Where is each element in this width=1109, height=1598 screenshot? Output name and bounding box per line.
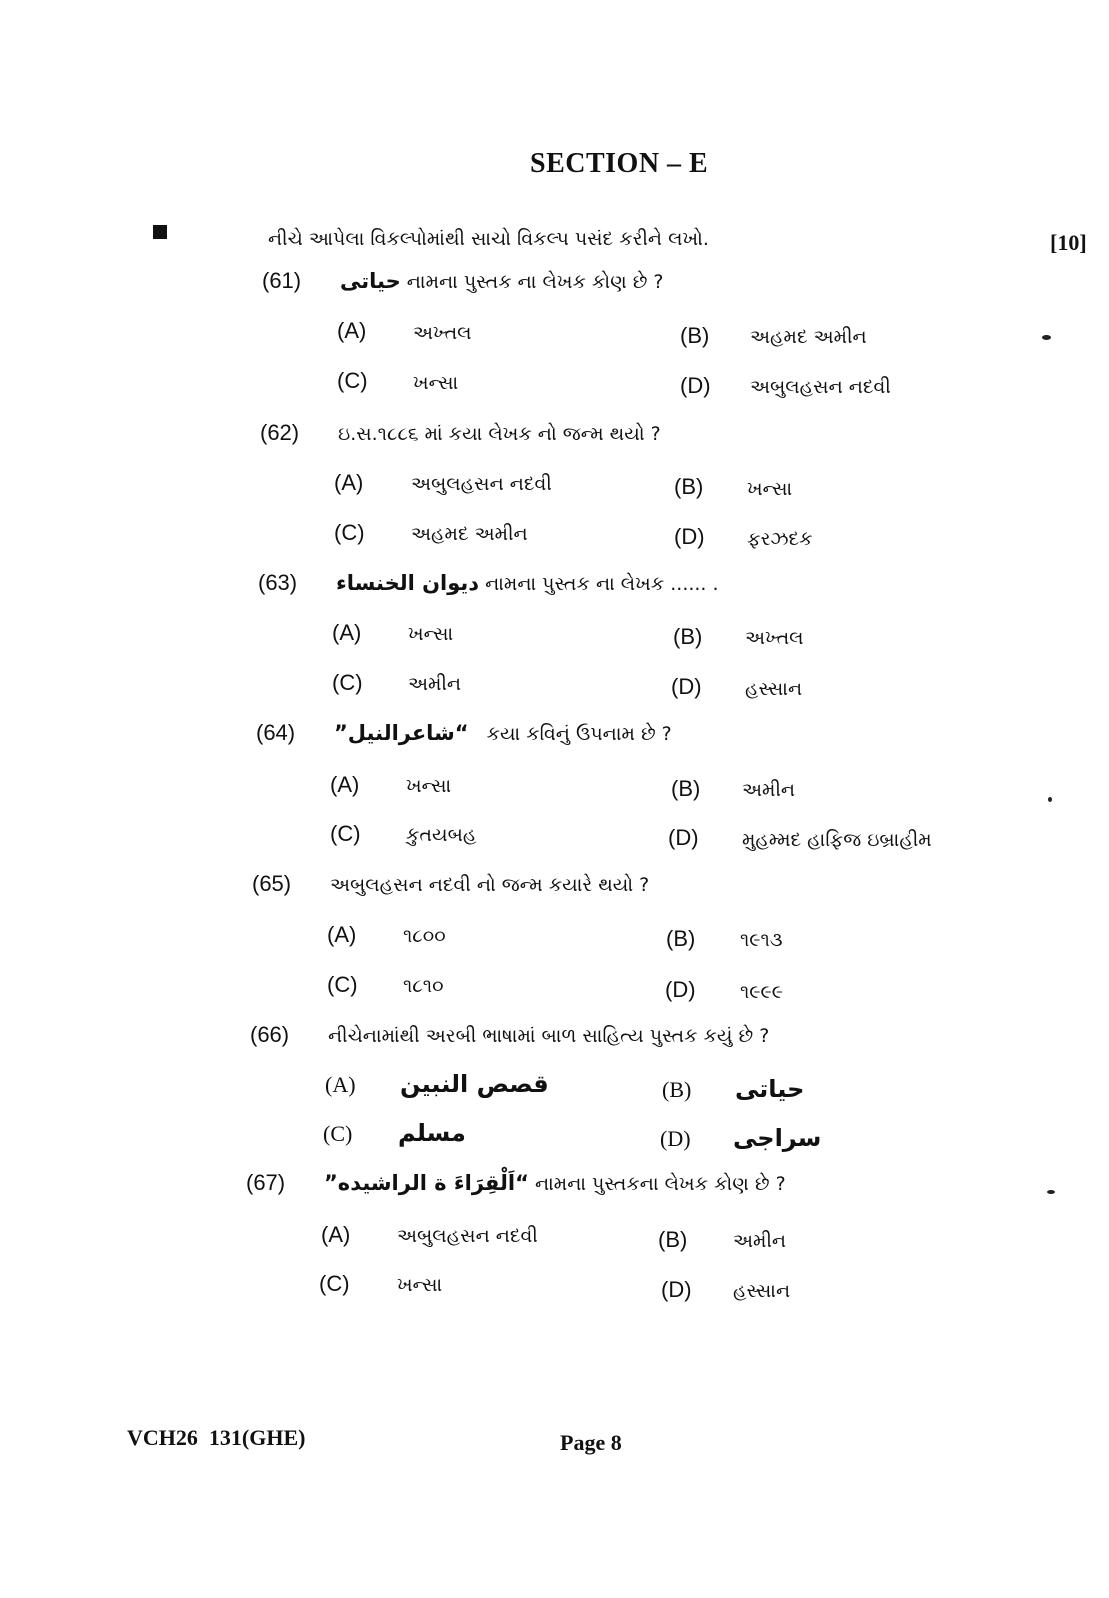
- footer-paper-code: VCH26 131(GHE): [127, 1425, 306, 1450]
- question-stem: અબુલહસન નદવી નો જન્મ કયારે થયો ?: [330, 874, 650, 896]
- arabic-title: حياتی: [340, 269, 401, 293]
- question-stem: કયા કવિનું ઉપનામ છે ?: [486, 723, 672, 745]
- question-stem: ઇ.સ.૧૮૮૬ માં કયા લેખક નો જન્મ થયો ?: [338, 423, 661, 445]
- question-text: [336, 571, 719, 595]
- option-label: (D): [668, 825, 699, 850]
- option-label: (D): [674, 524, 705, 549]
- option-label: (C): [319, 1271, 350, 1296]
- option-label: (D): [661, 1277, 692, 1302]
- option-text: કુતયબહ: [406, 824, 477, 846]
- option-text: મુહમ્મદ હાફિજ ઇબ્રાહીમ: [742, 829, 932, 851]
- option-text: હસ્સાન: [733, 1280, 791, 1302]
- arabic-title: “شاعرالنيل”: [334, 721, 469, 745]
- option-label: (D): [680, 373, 711, 398]
- question-row: [262, 268, 664, 294]
- question-text: [334, 721, 672, 745]
- option-label: (D): [660, 1126, 691, 1151]
- question-row: [252, 871, 649, 897]
- option-text: અખ્તલ: [745, 627, 804, 649]
- option-text: ફરઝદક: [747, 528, 813, 550]
- option-text: ખન્સા: [413, 372, 459, 394]
- option-text: અબુલહસન નદવી: [411, 473, 552, 495]
- question-text: [340, 269, 664, 293]
- option-label: (C): [334, 520, 365, 545]
- option-label: (C): [337, 368, 368, 393]
- option-label: (A): [332, 620, 362, 645]
- question-row: [250, 1022, 769, 1048]
- option-label: (C): [327, 972, 358, 997]
- option-label: (C): [330, 821, 361, 846]
- option-label: (D): [671, 674, 702, 699]
- option-text: ખન્સા: [408, 623, 454, 645]
- question-row: [256, 720, 672, 746]
- option-text: ૧૯૧૩: [740, 929, 783, 951]
- question-text: [324, 1171, 786, 1195]
- option-label: (B): [674, 474, 704, 499]
- option-text: અમીન: [408, 673, 462, 695]
- option-text: مسلم: [398, 1119, 466, 1147]
- option-label: (A): [327, 922, 357, 947]
- option-text: અહમદ અમીન: [750, 326, 867, 348]
- footer-page-number: Page 8: [560, 1430, 622, 1455]
- option-label: (B): [666, 926, 696, 951]
- scan-speck: [1047, 1190, 1055, 1194]
- option-text: અમીન: [742, 779, 796, 801]
- option-text: અખ્તલ: [413, 322, 472, 344]
- option-label: (A): [325, 1072, 356, 1097]
- instruction-text: નીચે આપેલા વિકલ્પોમાંથી સાચો વિકલ્પ પસંદ કરીને લખો.: [268, 228, 709, 250]
- arabic-title: “اَلْقِرَاءَ ة الراشيده”: [324, 1171, 529, 1195]
- question-stem: નામના પુસ્તક ના લેખક કોણ છે ?: [406, 271, 664, 293]
- option-label: (C): [323, 1121, 353, 1146]
- option-label: (C): [332, 670, 363, 695]
- question-number: (64): [256, 720, 296, 745]
- question-number: (65): [252, 871, 292, 896]
- option-text: ૧૯૯૯: [740, 981, 784, 1003]
- scan-speck: [1042, 335, 1051, 340]
- question-number: (66): [250, 1022, 290, 1047]
- option-text: سراجی: [733, 1124, 822, 1152]
- question-number: (63): [258, 570, 298, 595]
- option-text: ૧૮૧૦: [403, 975, 444, 997]
- option-label: (A): [334, 470, 364, 495]
- option-text: ખન્સા: [406, 775, 452, 797]
- option-label: (B): [673, 624, 703, 649]
- arabic-title: ديوان الخنساء: [336, 571, 480, 595]
- section-title: SECTION – E: [530, 148, 709, 179]
- option-text: قصص النبين: [400, 1070, 549, 1098]
- question-stem: નીચેનામાંથી અરબી ભાષામાં બાળ સાહિત્ય પુસ્તક કયું છે ?: [328, 1025, 770, 1047]
- option-text: અહમદ અમીન: [411, 523, 528, 545]
- option-label: (B): [662, 1077, 692, 1102]
- option-text: હસ્સાન: [745, 678, 803, 700]
- question-row: [258, 570, 719, 596]
- option-text: ખન્સા: [397, 1274, 443, 1296]
- option-label: (B): [671, 776, 701, 801]
- option-text: અમીન: [733, 1230, 787, 1252]
- option-text: અબુલહસન નદવી: [397, 1225, 538, 1247]
- option-label: (A): [330, 772, 360, 797]
- question-number: (61): [262, 268, 302, 293]
- marks-label: [10]: [1050, 230, 1087, 255]
- question-row: [246, 1170, 786, 1196]
- scan-speck: [1048, 797, 1052, 802]
- option-text: حياتی: [735, 1075, 805, 1103]
- question-stem: નામના પુસ્તકના લેખક કોણ છે ?: [534, 1173, 786, 1195]
- question-row: [260, 420, 661, 446]
- option-label: (B): [680, 323, 710, 348]
- bullet-square-icon: [153, 225, 167, 239]
- question-number: (62): [260, 420, 300, 445]
- question-number: (67): [246, 1170, 286, 1195]
- option-label: (D): [665, 977, 696, 1002]
- option-text: ૧૮૦૦: [403, 925, 446, 947]
- option-label: (B): [658, 1227, 688, 1252]
- option-text: અબુલહસન નદવી: [750, 376, 891, 398]
- option-label: (A): [337, 318, 367, 343]
- option-text: ખન્સા: [747, 478, 793, 500]
- option-label: (A): [321, 1222, 351, 1247]
- question-stem: નામના પુસ્તક ના લેખક ...... .: [485, 573, 719, 595]
